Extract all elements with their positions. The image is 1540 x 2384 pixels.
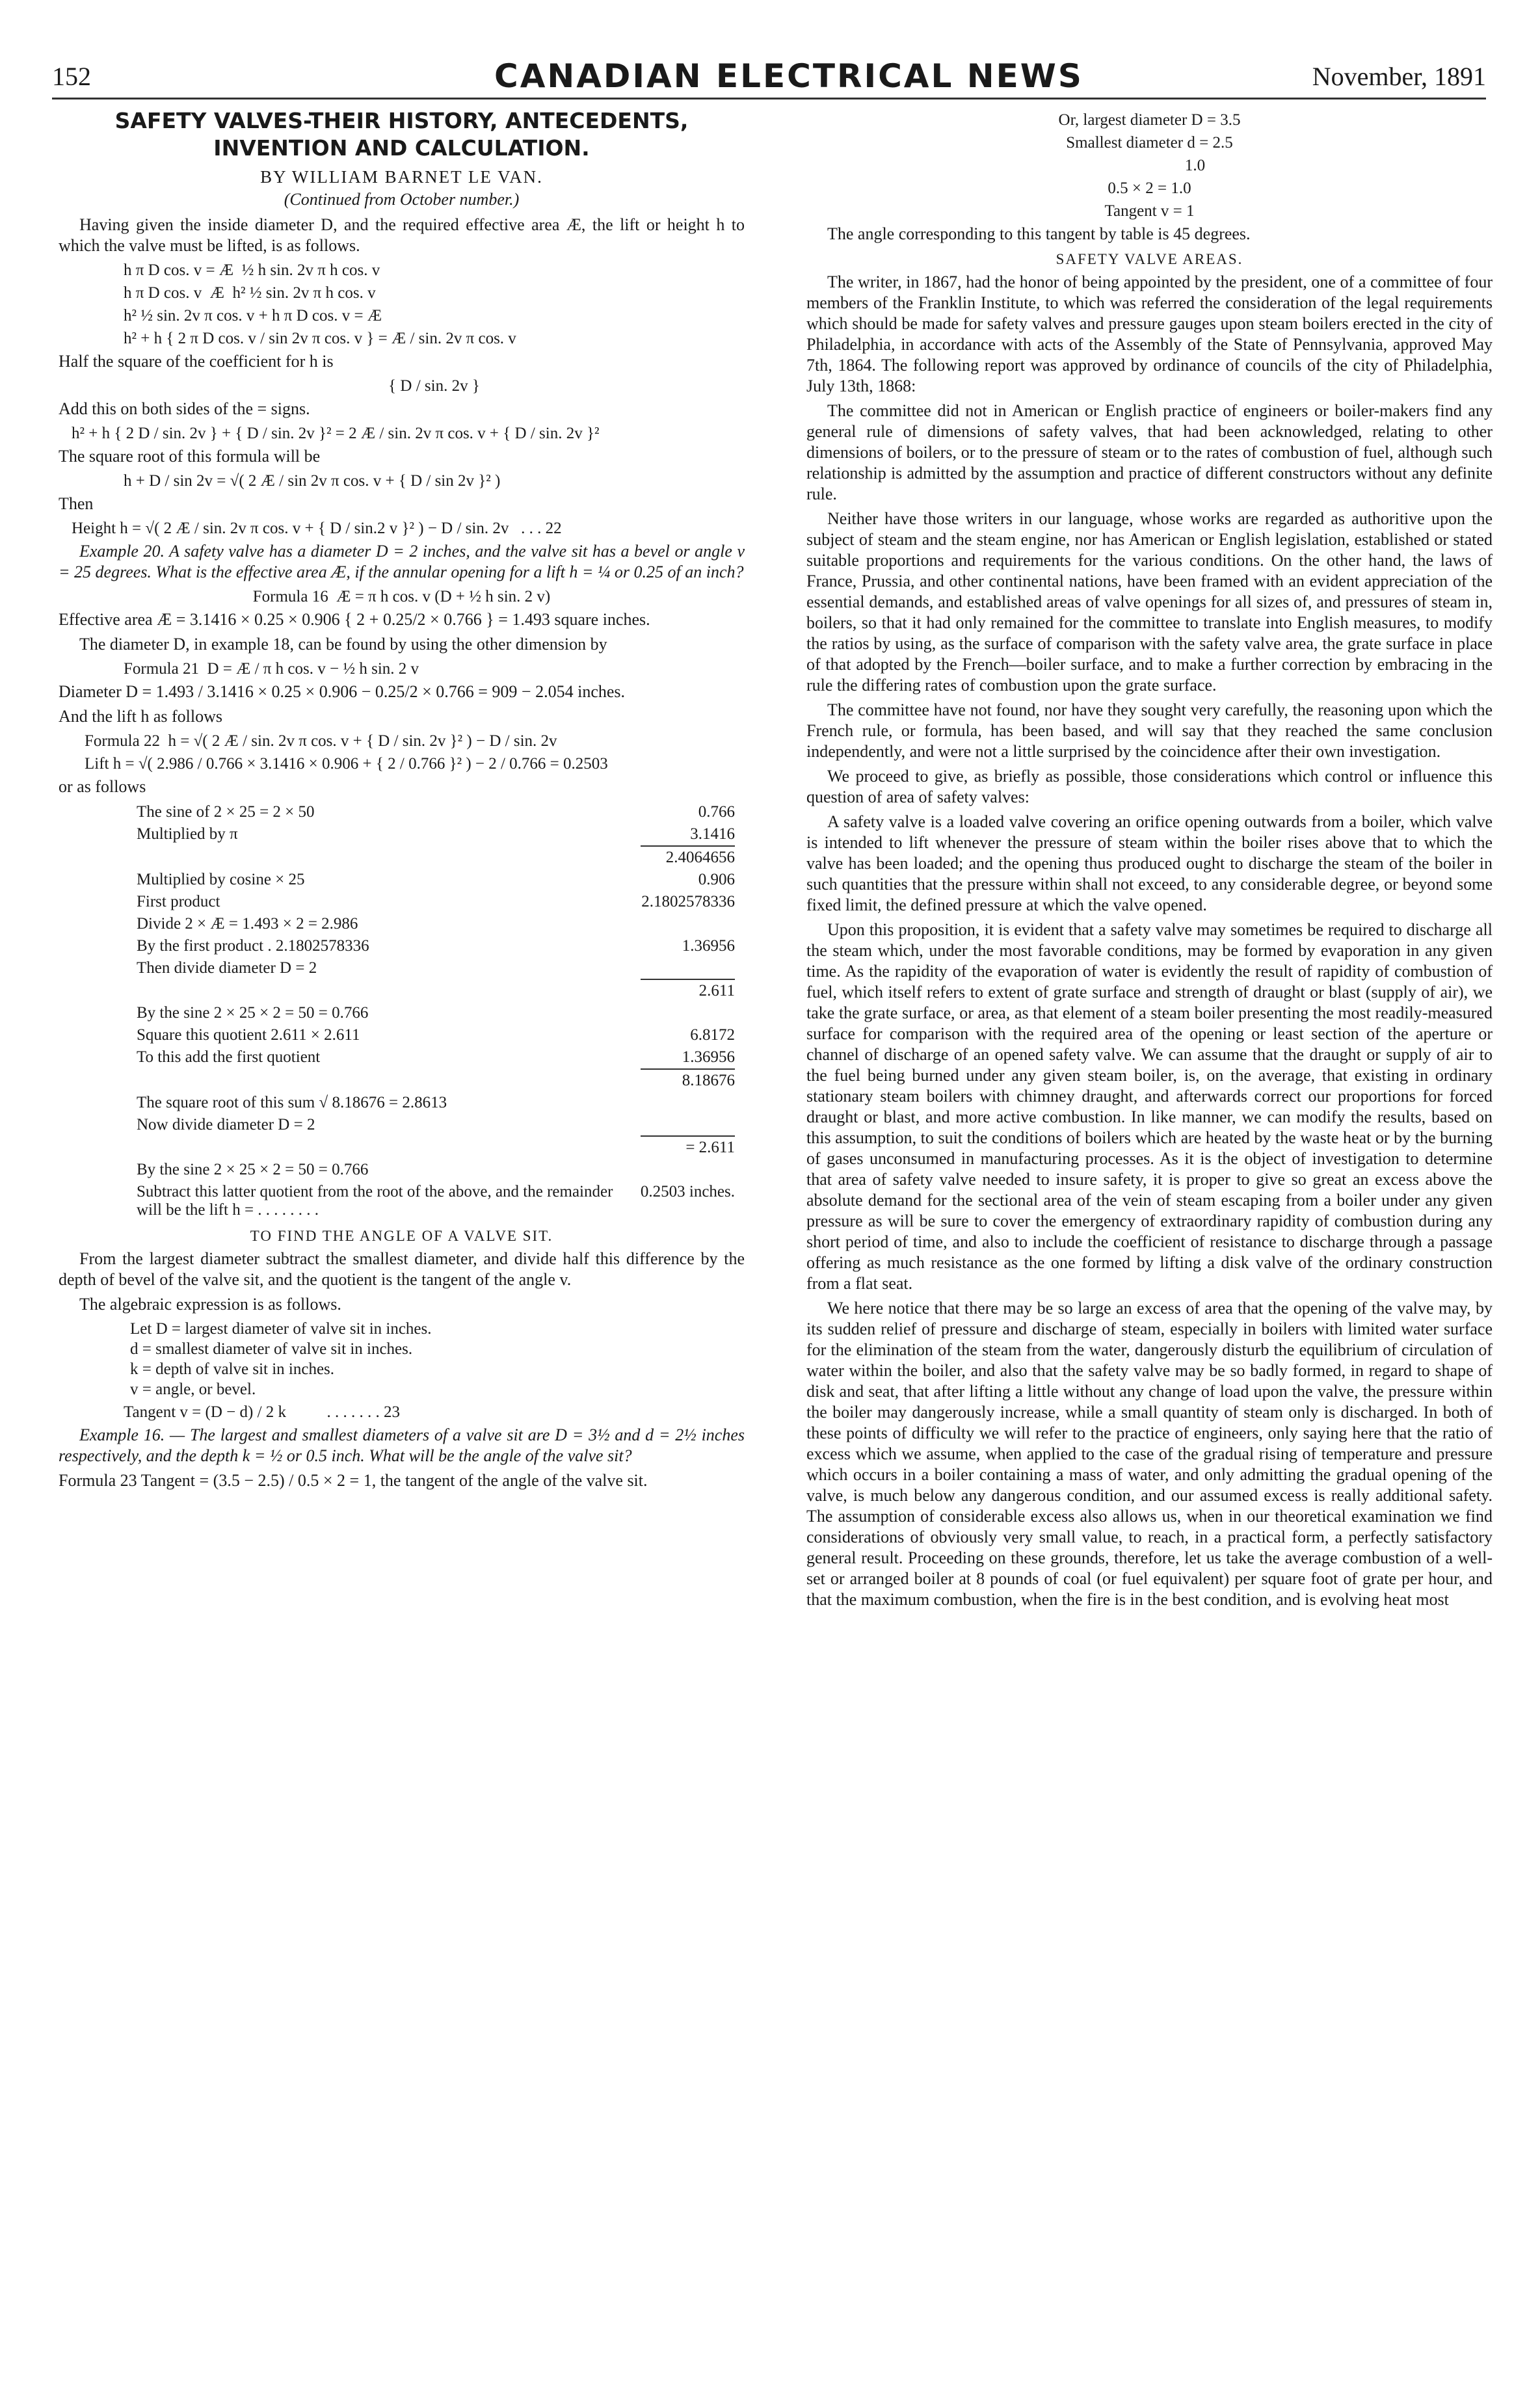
calc-row xyxy=(137,1092,735,1114)
calc-row xyxy=(137,979,735,1002)
calc-row xyxy=(137,891,735,913)
calc-value: 1.36956 xyxy=(682,937,735,955)
calc-row xyxy=(137,1181,735,1221)
algebraic-text: The algebraic expression is as follows. xyxy=(79,1295,341,1314)
lift-follows-text: And the lift h as follows xyxy=(59,707,223,726)
square-root-text: The square root of this formula will be xyxy=(59,447,321,466)
calc-value xyxy=(641,1159,735,1181)
calc-label: First product xyxy=(137,893,220,910)
calc-label: By the sine 2 × 25 × 2 = 50 = 0.766 xyxy=(137,1004,369,1022)
calc-row xyxy=(137,935,735,957)
calc-row xyxy=(137,1069,735,1092)
intro-paragraph: Having given the inside diameter D, and the required effective area Æ, the lift or height h to which the valve must be lifted, is as follows. xyxy=(59,215,745,255)
paragraph-1: The writer, in 1867, had the honor of being appointed by the president, one of a committee of four members of the Franklin Institute, to which was referred the consideration of the legal requirements which should be made for safety valves and pressure gauges upon steam boilers erected in the city of Philadelphia, in accordance with acts of the Assembly of the State of Pennsylvania, approved May 7th, 1864. The following report was approved by ordinance of councils of the city of Philadelphia, July 13th, 1868: xyxy=(806,272,1493,395)
calc-row xyxy=(137,846,735,869)
angle-text: From the largest diameter subtract the smallest diameter, and divide half this difference by the depth of bevel of the valve sit, and the quotient is the tangent of the angle v. xyxy=(59,1249,745,1289)
article-title xyxy=(59,107,745,162)
calc-value: 6.8172 xyxy=(690,1026,735,1044)
formula-16: Formula 16 Æ = π h cos. v (D + ½ h sin. 2 v) xyxy=(252,588,551,605)
tangent-formula-body: Tangent v = (D − d) / 2 k xyxy=(124,1403,287,1421)
product: 0.5 × 2 = 1.0 xyxy=(1108,179,1191,197)
article-title-line-1: SAFETY VALVES-THEIR HISTORY, ANTECEDENTS, xyxy=(114,108,689,133)
lift-calc: Lift h = √( 2.986 / 0.766 × 3.1416 × 0.906 + { 2 / 0.766 }² ) − 2 / 0.766 = 0.2503 xyxy=(85,755,608,773)
effective-area: Effective area Æ = 3.1416 × 0.25 × 0.906 { 2 + 0.25/2 × 0.766 } = 1.493 square inches. xyxy=(59,610,650,629)
calc-value xyxy=(641,913,735,935)
tangent-formula xyxy=(124,1402,745,1422)
calc-value: 2.1802578336 xyxy=(641,893,735,910)
calc-value: 1.36956 xyxy=(682,1048,735,1066)
calc-label: Then divide diameter D = 2 xyxy=(137,959,317,977)
right-column xyxy=(806,107,1493,1614)
calc-row xyxy=(137,823,735,846)
calc-row xyxy=(137,801,735,823)
equation-6: h² + h { 2 D / sin. 2v } + { D / sin. 2v }² = 2 Æ / sin. 2v π cos. v + { D / sin. 2v }² xyxy=(72,425,600,442)
page-header xyxy=(52,52,1486,99)
calc-label: The square root of this sum √ 8.18676 = 2.8613 xyxy=(137,1094,447,1111)
paragraph-6: A safety valve is a loaded valve covering an orifice opening outwards from a boiler, which valve is intended to lift whenever the pressure of steam within the boiler rises above that to which the valve has been loaded; and the opening thus produced ought to discharge the steam of the boiler in such quantities that the pressure within shall not exceed, to any considerable degree, or beyond some fixed limit, the defined pressure at which the valve opened. xyxy=(806,812,1493,914)
calc-value xyxy=(641,1092,735,1114)
tangent-formula-number: . . . . . . . 23 xyxy=(326,1403,401,1421)
calc-label: The sine of 2 × 25 = 2 × 50 xyxy=(137,803,315,821)
calc-row xyxy=(137,957,735,979)
calc-row xyxy=(137,869,735,891)
calc-row xyxy=(137,1024,735,1046)
add-sides-text: Add this on both sides of the = signs. xyxy=(59,399,310,418)
or-as-follows-text: or as follows xyxy=(59,777,146,796)
equation-8-body: Height h = √( 2 Æ / sin. 2v π cos. v + { D / sin.2 v }² ) − D / sin. 2v xyxy=(72,520,509,537)
calc-row xyxy=(137,1002,735,1024)
calc-label xyxy=(137,846,641,869)
calc-label: Subtract this latter quotient from the root of the above, and the remainder will be the lift h = . . . . . . . . xyxy=(137,1183,613,1219)
calc-value xyxy=(641,957,735,979)
calc-value: 0.906 xyxy=(698,871,735,888)
equation-8-number: . . . 22 xyxy=(521,520,562,537)
calc-row xyxy=(137,1136,735,1159)
calc-value: 8.18676 xyxy=(641,1069,735,1092)
calc-value: 0.2503 inches. xyxy=(640,1183,735,1200)
calc-value: 2.611 xyxy=(641,979,735,1002)
angle-result: The angle corresponding to this tangent by table is 45 degrees. xyxy=(827,224,1251,243)
half-square-text: Half the square of the coefficient for h is xyxy=(59,352,334,371)
calc-label: To this add the first quotient xyxy=(137,1048,321,1066)
calc-label: Multiplied by cosine × 25 xyxy=(137,871,305,888)
equation-1: h π D cos. v = Æ ½ h sin. 2v π h cos. v xyxy=(124,261,380,279)
paragraph-7: Upon this proposition, it is evident that a safety valve may sometimes be required to discharge all the steam which, under the most favorable conditions, may be formed by evaporation in any given time. As the rapidity of the evaporation of water is evidently the result of rapidity of combustion of fuel, which itself refers to extent of grate surface and strength of draught or blast (supply of air), we take the grate surface, or area, as that element of a steam boiler presenting the most readily-measured surface for comparison with the required area of the opening or least section of the aperture or channel of discharge of an opened safety valve. We can assume that the draught or supply of air to the fuel being burned under any given steam boiler, is, on the average, that existing in ordinary stationary steam boilers with chimney draught, and afterwards correct our proportions for forced draught or blast, and more active combustion. In like manner, we can modify the results, based on this assumption, to suit the conditions of boilers which are heated by the waste heat or by the burning of gases unconsumed in manufacturing processes. As it is the object of investigation to determine that area of safety valve needed to insure safety, it is proper to give so great an excess above the absolute demand for the sectional area of the vein of steam escaping from a boiler under any given pressure as will be sure to cover the emergency of extraordinary rapidity of combustion during any short period of time, and also to include the coefficient of resistance to discharge through a passage offering as much resistance as the one formed by lifting a disk valve of the ordinary construction from a flat seat. xyxy=(806,920,1493,1293)
paragraph-3: Neither have those writers in our language, whose works are regarded as authoritive upon the subject of steam and the steam engine, nor has American or English legislation, established or stated suitable proportions and requirements for the various conditions. On the other hand, the laws of France, Prussia, and other continental nations, have been framed with an evident appreciation of the essential demands, and established areas of valve openings for all sizes of, and pressures of steam in, boilers, so that it had only remained for the committee to translate into English measures, to modify the ratios by using, as the surface of comparison with the safety valve area, the grate surface in place of that adopted by the French—boiler surface, and to make a further correction by embracing in the rule the differing rates of combustion upon the grate surface. xyxy=(806,509,1493,695)
calc-row xyxy=(137,1046,735,1069)
equation-2: h π D cos. v Æ h² ½ sin. 2v π h cos. v xyxy=(124,284,376,302)
definition-v: v = angle, or bevel. xyxy=(130,1381,256,1398)
calc-label: Divide 2 × Æ = 1.493 × 2 = 2.986 xyxy=(137,915,358,933)
calc-value: = 2.611 xyxy=(641,1136,735,1159)
largest-diameter: Or, largest diameter D = 3.5 xyxy=(1058,111,1241,129)
article-title-line-2: INVENTION AND CALCULATION. xyxy=(213,135,590,161)
issue-date: November, 1891 xyxy=(1312,62,1486,91)
definition-D: Let D = largest diameter of valve sit in inches. xyxy=(130,1320,432,1338)
calc-label: Square this quotient 2.611 × 2.611 xyxy=(137,1026,360,1044)
calc-row xyxy=(137,1114,735,1136)
definition-d: d = smallest diameter of valve sit in inches. xyxy=(130,1340,413,1358)
equation-5: { D / sin. 2v } xyxy=(388,377,480,395)
calc-value xyxy=(641,1114,735,1136)
subhead-safety-valve-areas: SAFETY VALVE AREAS. xyxy=(1055,251,1243,267)
calc-row xyxy=(137,1159,735,1181)
equation-4: h² + h { 2 π D cos. v / sin 2v π cos. v } = Æ / sin. 2v π cos. v xyxy=(124,330,516,347)
continued-note: (Continued from October number.) xyxy=(284,190,520,209)
definition-k: k = depth of valve sit in inches. xyxy=(130,1360,335,1378)
calc-value: 2.4064656 xyxy=(641,846,735,869)
formula-21: Formula 21 D = Æ / π h cos. v − ½ h sin. 2 v xyxy=(124,660,419,678)
calc-row xyxy=(137,913,735,935)
equation-8 xyxy=(72,518,745,538)
tangent-result: Tangent v = 1 xyxy=(1104,202,1195,220)
formula-23: Formula 23 Tangent = (3.5 − 2.5) / 0.5 × 2 = 1, the tangent of the angle of the valve sit. xyxy=(59,1471,648,1490)
calc-label: By the sine 2 × 25 × 2 = 50 = 0.766 xyxy=(137,1161,369,1178)
paragraph-4: The committee have not found, nor have they sought very carefully, the reasoning upon which the French rule, or formula, has been based, and will say that they reached the same conclusion independently, and were not a little surprised by the coincidence after their own investigation. xyxy=(806,700,1493,761)
left-column xyxy=(59,107,745,1495)
calc-value xyxy=(641,1002,735,1024)
equation-7: h + D / sin 2v = √( 2 Æ / sin 2v π cos. v + { D / sin 2v }² ) xyxy=(124,472,501,490)
masthead: CANADIAN ELECTRICAL NEWS xyxy=(494,57,1083,95)
paragraph-2: The committee did not in American or English practice of engineers or boiler-makers find any general rule of dimensions of safety valves, that had been acknowledged, relating to other dimensions of boilers, or to the pressure of steam or to the rates of combustion of fuel, although such relationship is admitted by the assumption and practice of different constructors without any definite rule. xyxy=(806,401,1493,503)
diameter-calc: Diameter D = 1.493 / 3.1416 × 0.25 × 0.906 − 0.25/2 × 0.766 = 909 − 2.054 inches. xyxy=(59,682,626,701)
example-16: Example 16. — The largest and smallest diameters of a valve sit are D = 3½ and d = 2½ inches respectively, and the depth k = ½ or 0.5 inch. What will be the angle of the valve sit? xyxy=(59,1425,745,1465)
byline: BY WILLIAM BARNET LE VAN. xyxy=(260,167,543,187)
paragraph-8: We here notice that there may be so large an excess of area that the opening of the valve may, by its sudden relief of pressure and discharge of steam, especially in boilers with limited water surface for the elimination of the steam from the water, dangerously disturb the equilibrium of circulation of water within the boiler, and also that the safety valve may be so badly formed, in regard to shape of disk and seat, that after lifting a little without any change of load upon the valve, the pressure within the boiler may dangerously increase, while a small quantity of steam only is discharged. In both of these points of difficulty we will refer to the practice of engineers, only saying here that the ratio of excess which we assume, when applied to the case of the gradual rising of temperature and pressure which occurs in a boiler containing a mass of water, and only admitting the gradual opening of the valve, is much below any dangerous condition, and our assumed excess is really additional safety. The assumption of considerable excess also allows us, when in our theoretical examination we find considerations of obviously very small value, to reach, in a practical form, a perfectly satisfactory general result. Proceeding on these grounds, therefore, let us take the average combustion of a well-set or arranged boiler at 8 pounds of coal (or fuel equivalent) per square foot of grate per hour, and that the maximum combustion, when the fire is in the best condition, and is evolving heat most xyxy=(806,1299,1493,1609)
smallest-diameter: Smallest diameter d = 2.5 xyxy=(1066,134,1233,152)
example-20: Example 20. A safety valve has a diameter D = 2 inches, and the valve sit has a bevel or angle v = 25 degrees. What is the effective area Æ, if the annular opening for a lift h = ¼ or 0.25 of an inch? xyxy=(59,542,745,581)
formula-22: Formula 22 h = √( 2 Æ / sin. 2v π cos. v + { D / sin. 2v }² ) − D / sin. 2v xyxy=(85,732,557,750)
calc-value: 3.1416 xyxy=(690,825,735,843)
calc-label xyxy=(137,1136,641,1159)
calc-value: 0.766 xyxy=(698,803,735,821)
difference: 1.0 xyxy=(1184,157,1206,174)
calculation-table xyxy=(137,801,735,1221)
diameter-text: The diameter D, in example 18, can be found by using the other dimension by xyxy=(79,635,607,654)
subhead-valve-angle: TO FIND THE ANGLE OF A VALVE SIT. xyxy=(250,1228,553,1244)
equation-3: h² ½ sin. 2v π cos. v + h π D cos. v = Æ xyxy=(124,307,382,324)
calc-label xyxy=(137,979,641,1002)
calc-label: Now divide diameter D = 2 xyxy=(137,1116,315,1133)
then-text: Then xyxy=(59,494,94,513)
calc-label: By the first product . 2.1802578336 xyxy=(137,937,369,955)
calc-label: Multiplied by π xyxy=(137,825,238,843)
page-number: 152 xyxy=(52,62,91,91)
calc-label xyxy=(137,1069,641,1092)
paragraph-5: We proceed to give, as briefly as possible, those considerations which control or influence this question of area of safety valves: xyxy=(806,767,1493,806)
